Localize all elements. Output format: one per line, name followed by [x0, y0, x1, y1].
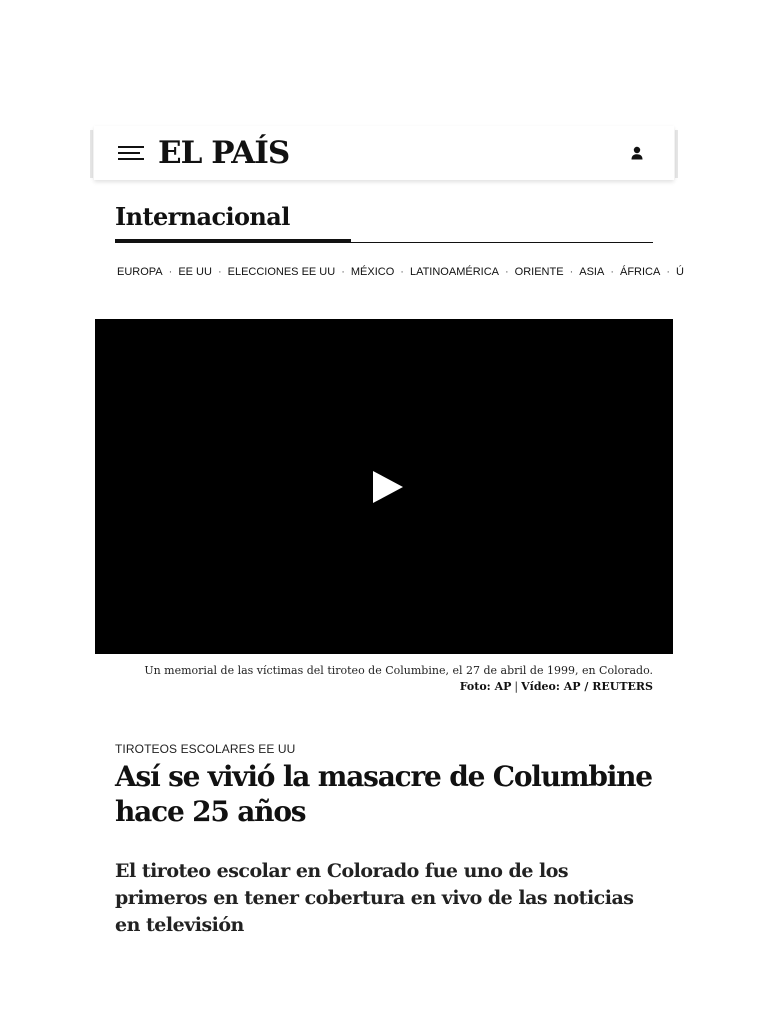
subnav-item-europa[interactable]: EUROPA [117, 266, 163, 278]
hamburger-menu-icon[interactable] [118, 145, 144, 161]
subnav-item-africa[interactable]: ÁFRICA [619, 266, 661, 278]
caption-credits [115, 679, 653, 695]
subnav-item-oriente[interactable]: ORIENTE [514, 266, 564, 278]
subnav-item-mexico[interactable]: MÉXICO [350, 266, 395, 278]
header-edge-right [675, 130, 678, 178]
subnav-separator: · [217, 266, 222, 278]
photo-credit: Foto: AP [459, 680, 512, 693]
subnav-separator: · [504, 266, 509, 278]
section-subnav [117, 264, 684, 280]
video-credit: Vídeo: AP / REUTERS [521, 680, 653, 693]
subnav-item-ee-uu[interactable]: EE UU [178, 266, 212, 278]
subnav-separator: · [610, 266, 614, 278]
subnav-separator: · [666, 266, 670, 278]
subnav-item-elecciones-ee-uu[interactable]: ELECCIONES EE UU [227, 266, 336, 278]
user-icon[interactable] [629, 145, 645, 161]
subnav-item-truncated[interactable]: Ú [676, 266, 684, 278]
credit-divider: | [514, 680, 519, 693]
subnav-item-asia[interactable]: ASIA [579, 266, 605, 278]
site-header [94, 126, 674, 180]
section-rule [115, 242, 653, 243]
subnav-separator: · [569, 266, 574, 278]
subnav-separator: · [168, 266, 173, 278]
article-kicker[interactable]: TIROTEOS ESCOLARES EE UU [115, 742, 296, 756]
subnav-separator: · [400, 266, 404, 278]
section-title[interactable]: Internacional [115, 202, 290, 231]
play-icon[interactable] [373, 471, 403, 503]
article-standfirst: El tiroteo escolar en Colorado fue uno de los primeros en tener cobertura en vivo de las noticias en televisión [115, 860, 634, 936]
video-player[interactable] [95, 319, 673, 654]
article-headline: Así se vivió la masacre de Columbine hace 25 años [115, 760, 652, 828]
header-edge-left [90, 130, 93, 178]
site-logo[interactable]: EL PAÍS [158, 135, 290, 171]
subnav-item-latinoamerica[interactable]: LATINOAMÉRICA [409, 266, 499, 278]
video-caption [115, 663, 653, 695]
caption-text: Un memorial de las víctimas del tiroteo de Columbine, el 27 de abril de 1999, en Colorado. [144, 664, 653, 677]
subnav-separator: · [341, 266, 345, 278]
